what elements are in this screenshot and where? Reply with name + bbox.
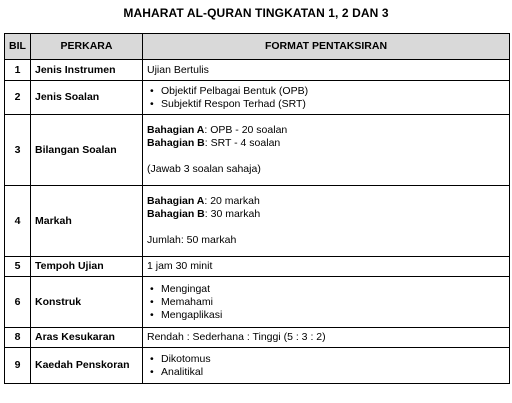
list-item: • Dikotomus — [147, 353, 505, 366]
row-format — [143, 115, 510, 186]
row-format — [143, 81, 510, 115]
row-item: Aras Kesukaran — [31, 328, 143, 348]
part-a-label: Bahagian A — [147, 124, 205, 136]
list-item: • Analitikal — [147, 366, 505, 379]
assessment-format-table — [4, 33, 510, 384]
spacer — [147, 150, 505, 163]
row-number: 6 — [5, 277, 31, 328]
row-format — [143, 328, 510, 348]
row-item: Markah — [31, 186, 143, 257]
header-bil: BIL — [5, 34, 31, 60]
part-a-label: Bahagian A — [147, 195, 205, 207]
row-format — [143, 277, 510, 328]
part-b-line — [147, 208, 505, 221]
document-title: MAHARAT AL-QURAN TINGKATAN 1, 2 DAN 3 — [123, 6, 389, 20]
row-number: 9 — [5, 348, 31, 384]
list-item: • Mengaplikasi — [147, 309, 505, 322]
note-line: Jumlah: 50 markah — [147, 234, 237, 246]
row-item: Konstruk — [31, 277, 143, 328]
row-item: Jenis Soalan — [31, 81, 143, 115]
row-format — [143, 60, 510, 81]
row-number: 2 — [5, 81, 31, 115]
header-perkara: PERKARA — [31, 34, 143, 60]
bullet-list — [147, 283, 505, 322]
table-row — [5, 348, 510, 384]
part-a-value: : OPB - 20 soalan — [204, 124, 288, 136]
row-number: 4 — [5, 186, 31, 257]
row-item: Kaedah Penskoran — [31, 348, 143, 384]
row-number: 5 — [5, 257, 31, 277]
table-row — [5, 186, 510, 257]
header-format-pentaksiran: FORMAT PENTAKSIRAN — [143, 34, 510, 60]
format-text: 1 jam 30 minit — [147, 260, 213, 272]
table-row — [5, 328, 510, 348]
table-row — [5, 115, 510, 186]
part-a-value: : 20 markah — [204, 195, 260, 207]
list-item: • Mengingat — [147, 283, 505, 296]
part-b-label: Bahagian B — [147, 137, 205, 149]
part-b-label: Bahagian B — [147, 208, 205, 220]
bullet-list — [147, 85, 505, 111]
part-a-line — [147, 124, 505, 137]
row-format — [143, 186, 510, 257]
table-row — [5, 60, 510, 81]
row-number: 8 — [5, 328, 31, 348]
list-item: • Memahami — [147, 296, 505, 309]
part-b-value: : SRT - 4 soalan — [204, 137, 281, 149]
part-b-value: : 30 markah — [204, 208, 261, 220]
table-row — [5, 277, 510, 328]
list-item: • Subjektif Respon Terhad (SRT) — [147, 98, 505, 111]
row-format — [143, 257, 510, 277]
format-text: Rendah : Sederhana : Tinggi (5 : 3 : 2) — [147, 331, 326, 343]
row-item: Jenis Instrumen — [31, 60, 143, 81]
part-a-line — [147, 195, 505, 208]
table-row — [5, 257, 510, 277]
row-format — [143, 348, 510, 384]
table-header-row — [5, 34, 510, 60]
list-item: • Objektif Pelbagai Bentuk (OPB) — [147, 85, 505, 98]
row-item: Tempoh Ujian — [31, 257, 143, 277]
format-text: Ujian Bertulis — [147, 63, 209, 76]
table-row — [5, 81, 510, 115]
row-number: 3 — [5, 115, 31, 186]
spacer — [147, 221, 505, 234]
note-line: (Jawab 3 soalan sahaja) — [147, 163, 261, 175]
bullet-list — [147, 353, 505, 379]
row-number: 1 — [5, 60, 31, 81]
part-b-line — [147, 137, 505, 150]
row-item: Bilangan Soalan — [31, 115, 143, 186]
